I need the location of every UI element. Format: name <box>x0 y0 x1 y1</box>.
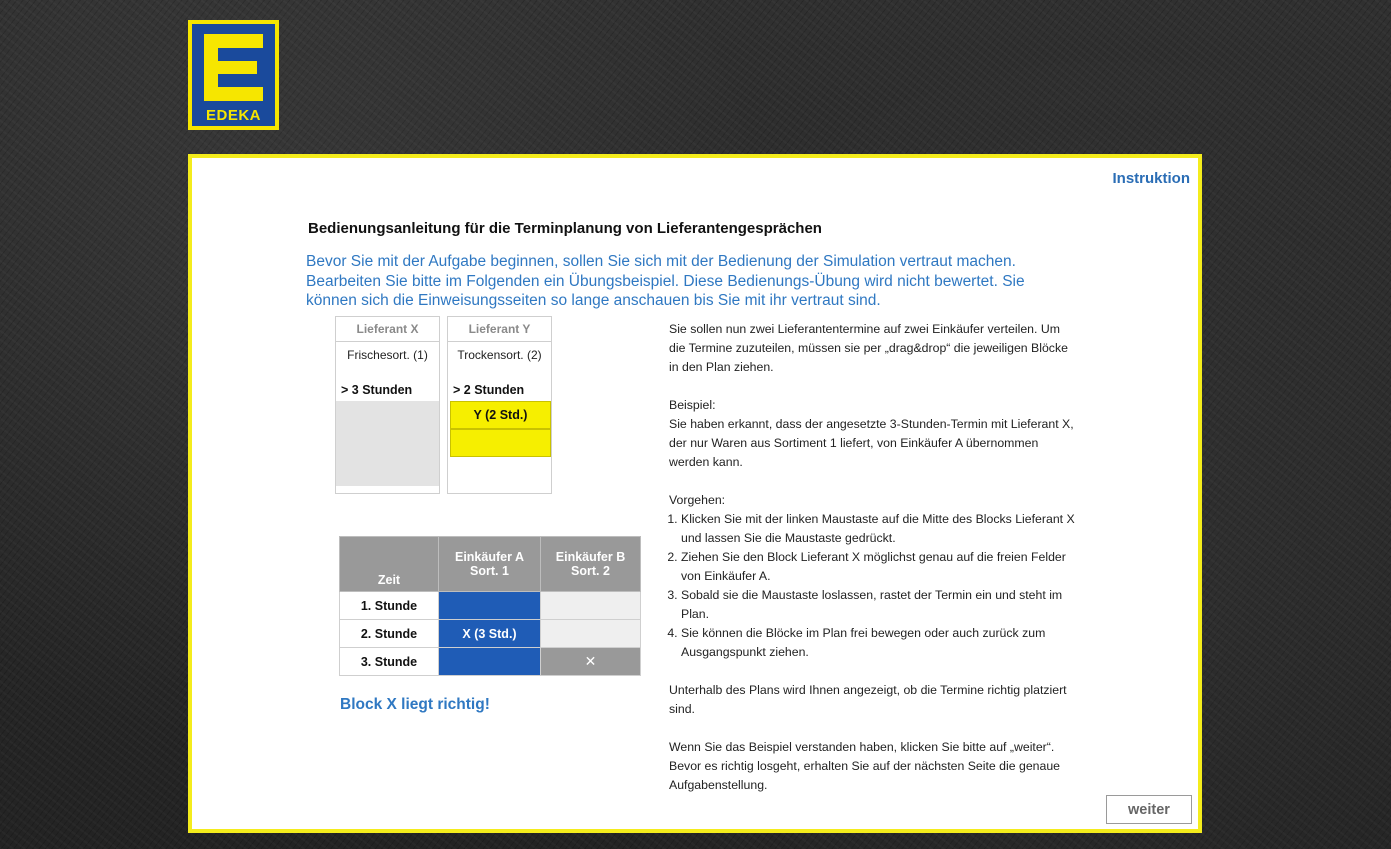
supplier-x-sort: Frischesort. (1) <box>347 348 428 362</box>
plan-row-label: 1. Stunde <box>340 592 439 620</box>
status-message: Block X liegt richtig! <box>340 696 490 713</box>
plan-row-label: 2. Stunde <box>340 620 439 648</box>
step-item: 4. Sie können die Blöcke im Plan frei bewegen oder auch zurück zum Ausgangspunkt ziehen. <box>681 624 1079 662</box>
plan-header-buyer-a: Einkäufer A Sort. 1 <box>439 537 541 592</box>
plan-cell-block-x[interactable] <box>439 648 541 676</box>
intro-line: können sich die Einweisungsseiten so lange anschauen bis Sie mit ihr vertraut sind. <box>306 292 881 309</box>
plan-row <box>340 648 641 676</box>
step-item: 2. Ziehen Sie den Block Lieferant X möglichst genau auf die freien Felder von Einkäufer A. <box>681 548 1079 586</box>
section-tag: Instruktion <box>1112 170 1190 187</box>
example-paragraph <box>669 396 1079 472</box>
plan-row <box>340 620 641 648</box>
supplier-y-sort: Trockensort. (2) <box>457 348 542 362</box>
step-item: 1. Klicken Sie mit der linken Maustaste auf die Mitte des Blocks Lieferant X und lassen Sie die Maustaste gedrückt. <box>681 510 1079 548</box>
intro-line: Bearbeiten Sie bitte im Folgenden ein Übungsbeispiel. Diese Bedienungs-Übung wird nicht bewertet. Sie <box>306 272 1025 290</box>
supplier-y-name: Lieferant Y <box>448 317 551 342</box>
supplier-y-block-part[interactable] <box>450 429 551 457</box>
explanation-paragraph: Sie sollen nun zwei Lieferantentermine auf zwei Einkäufer verteilen. Um die Termine zuzuteilen, müssen sie per „drag&drop“ die jeweiligen Blöcke in den Plan ziehen. <box>669 322 1068 374</box>
plan-cell-block-x-label[interactable]: X (3 Std.) <box>439 620 541 648</box>
logo-brand-text: EDEKA <box>205 107 261 124</box>
close-icon: ✕ <box>584 653 597 669</box>
plan-header-time: Zeit <box>340 537 439 592</box>
plan-cell-empty[interactable] <box>541 620 641 648</box>
explanation-paragraph: Wenn Sie das Beispiel verstanden haben, klicken Sie bitte auf „weiter“. Bevor es richtig losgeht, erhalten Sie auf der nächsten Seite die genaue Aufgabenstellung. <box>669 740 1061 792</box>
explanation-paragraph: Unterhalb des Plans wird Ihnen angezeigt, ob die Termine richtig platziert sind. <box>669 683 1067 716</box>
supplier-y-block[interactable]: Y (2 Std.) <box>450 401 551 429</box>
logo-e-mark <box>192 24 275 126</box>
step-item: 3. Sobald sie die Maustaste loslassen, rastet der Termin ein und steht im Plan. <box>681 586 1079 624</box>
supplier-y-duration: > 2 Stunden <box>453 383 525 397</box>
supplier-y-card <box>447 316 552 494</box>
plan-row-label: 3. Stunde <box>340 648 439 676</box>
example-label: Beispiel: <box>669 398 716 412</box>
steps-label: Vorgehen: <box>669 493 726 507</box>
instruction-panel <box>188 154 1202 833</box>
steps-list <box>669 510 1079 662</box>
plan-cell-empty[interactable] <box>541 592 641 620</box>
schedule-plan <box>339 536 641 676</box>
plan-header-buyer-b: Einkäufer B Sort. 2 <box>541 537 641 592</box>
intro-text <box>306 252 1066 311</box>
plan-row <box>340 592 641 620</box>
supplier-x-card <box>335 316 440 494</box>
intro-line: Bevor Sie mit der Aufgabe beginnen, sollen Sie sich mit der Bedienung der Simulation vertraut machen. <box>306 253 1016 270</box>
example-text: Sie haben erkannt, dass der angesetzte 3-Stunden-Termin mit Lieferant X, der nur Waren aus Sortiment 1 liefert, von Einkäufer A übernommen werden kann. <box>669 417 1074 469</box>
supplier-x-duration: > 3 Stunden <box>341 383 413 397</box>
next-button[interactable]: weiter <box>1106 795 1192 824</box>
supplier-x-name: Lieferant X <box>336 317 439 342</box>
supplier-x-empty-slot <box>336 401 439 486</box>
explanation-text <box>669 320 1079 814</box>
plan-cell-block-x[interactable] <box>439 592 541 620</box>
plan-cell-blocked <box>541 648 641 676</box>
edeka-logo <box>188 20 279 130</box>
page-title: Bedienungsanleitung für die Terminplanung von Lieferantengesprächen <box>308 220 822 237</box>
